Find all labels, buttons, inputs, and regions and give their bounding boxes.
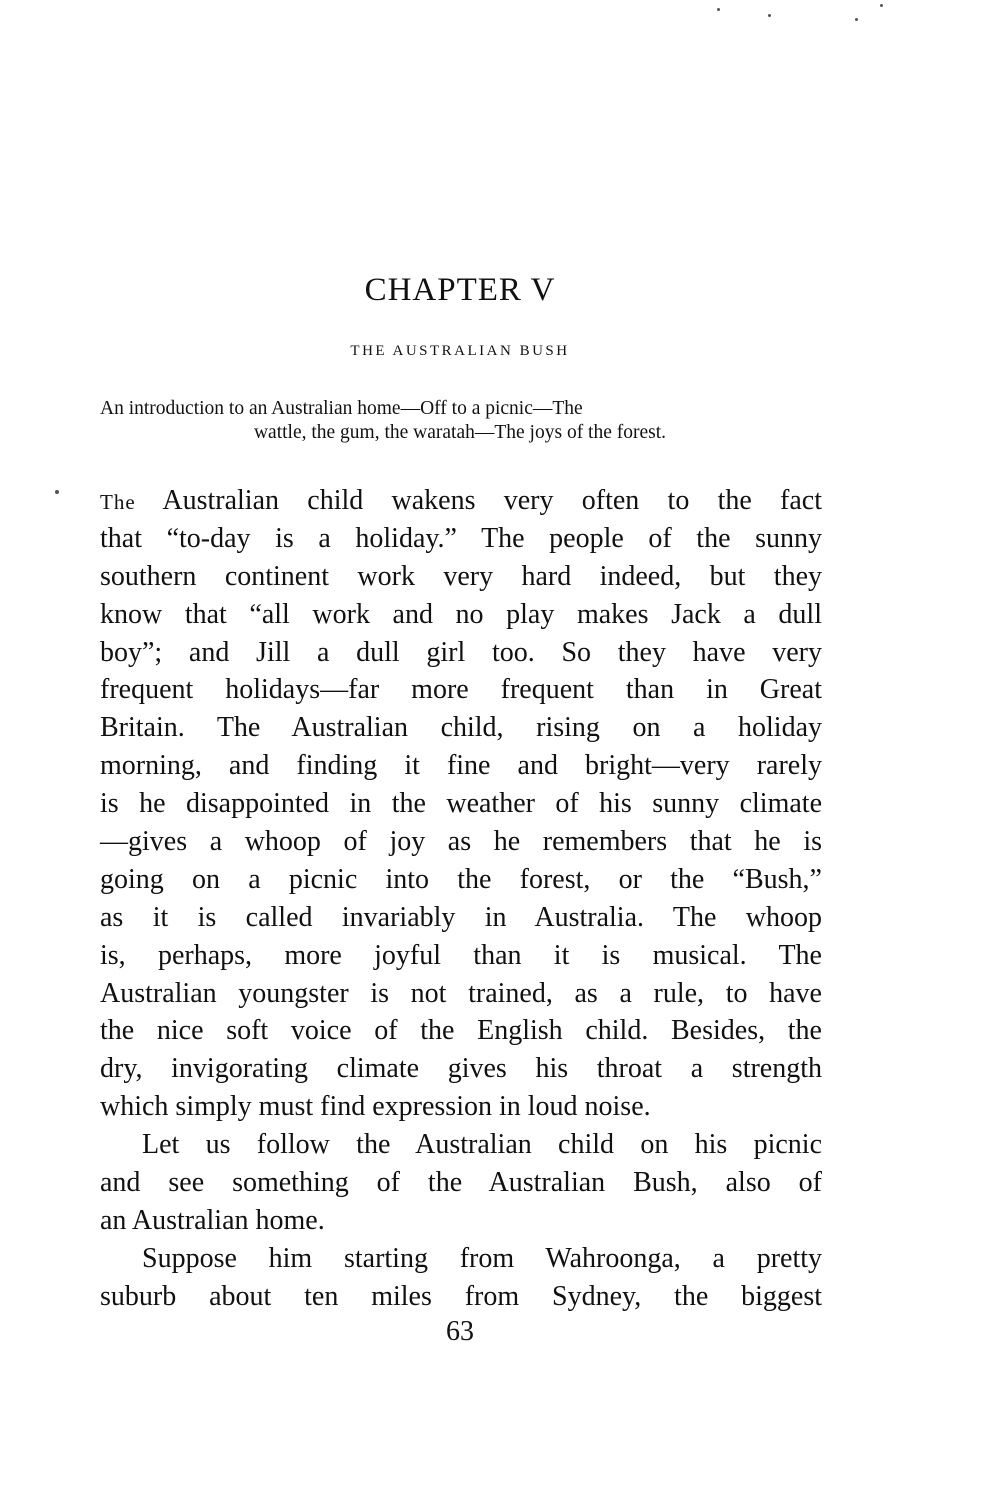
scan-speck bbox=[880, 4, 883, 7]
text-line: suburb about ten miles from Sydney, the biggest bbox=[100, 1280, 822, 1312]
text-line: Britain. The Australian child, rising on a holiday bbox=[100, 712, 822, 744]
synopsis-line: wattle, the gum, the waratah—The joys of the forest. bbox=[253, 422, 667, 443]
chapter-title: CHAPTER V bbox=[364, 272, 556, 308]
scan-speck bbox=[55, 490, 59, 494]
text-line: Suppose him starting from Wahroonga, a pretty bbox=[142, 1242, 822, 1274]
page-number: 63 bbox=[446, 1316, 474, 1347]
text-line: morning, and finding it fine and bright—very rarely bbox=[100, 750, 822, 782]
text-line: Let us follow the Australian child on his picnic bbox=[142, 1129, 822, 1161]
text-line: and see something of the Australian Bush, also of bbox=[100, 1167, 822, 1199]
text-line: which simply must find expression in loud noise. bbox=[100, 1091, 651, 1123]
scan-speck bbox=[855, 18, 858, 21]
text-line: the nice soft voice of the English child. Besides, the bbox=[100, 1015, 822, 1047]
text-line: is, perhaps, more joyful than it is musical. The bbox=[100, 939, 822, 971]
synopsis-line: An introduction to an Australian home—Off to a picnic—The bbox=[100, 398, 583, 419]
text-line: Australian youngster is not trained, as a rule, to have bbox=[100, 977, 822, 1009]
chapter-synopsis bbox=[100, 397, 820, 445]
scan-speck bbox=[768, 14, 771, 17]
text-line: boy”; and Jill a dull girl too. So they have very bbox=[100, 636, 822, 668]
scan-speck bbox=[717, 8, 720, 11]
body-text bbox=[100, 482, 822, 1316]
text-line: as it is called invariably in Australia. The whoop bbox=[100, 901, 822, 933]
text-line: dry, invigorating climate gives his throat a strength bbox=[100, 1053, 822, 1085]
text-line: going on a picnic into the forest, or the “Bush,” bbox=[100, 863, 822, 895]
text-line: southern continent work very hard indeed, but they bbox=[100, 560, 822, 592]
text-line: that “to-day is a holiday.” The people of the sunny bbox=[100, 522, 822, 554]
text-line: is he disappointed in the weather of his sunny climate bbox=[100, 788, 822, 820]
chapter-subtitle: THE AUSTRALIAN BUSH bbox=[350, 343, 570, 359]
text-line: The Australian child wakens very often to the fact bbox=[100, 485, 822, 516]
text-line: know that “all work and no play makes Jack a dull bbox=[100, 598, 822, 630]
text-line: —gives a whoop of joy as he remembers that he is bbox=[100, 826, 822, 858]
text-line: frequent holidays—far more frequent than in Great bbox=[100, 674, 822, 706]
drop-word: The bbox=[100, 490, 136, 514]
text-line: an Australian home. bbox=[100, 1204, 325, 1236]
